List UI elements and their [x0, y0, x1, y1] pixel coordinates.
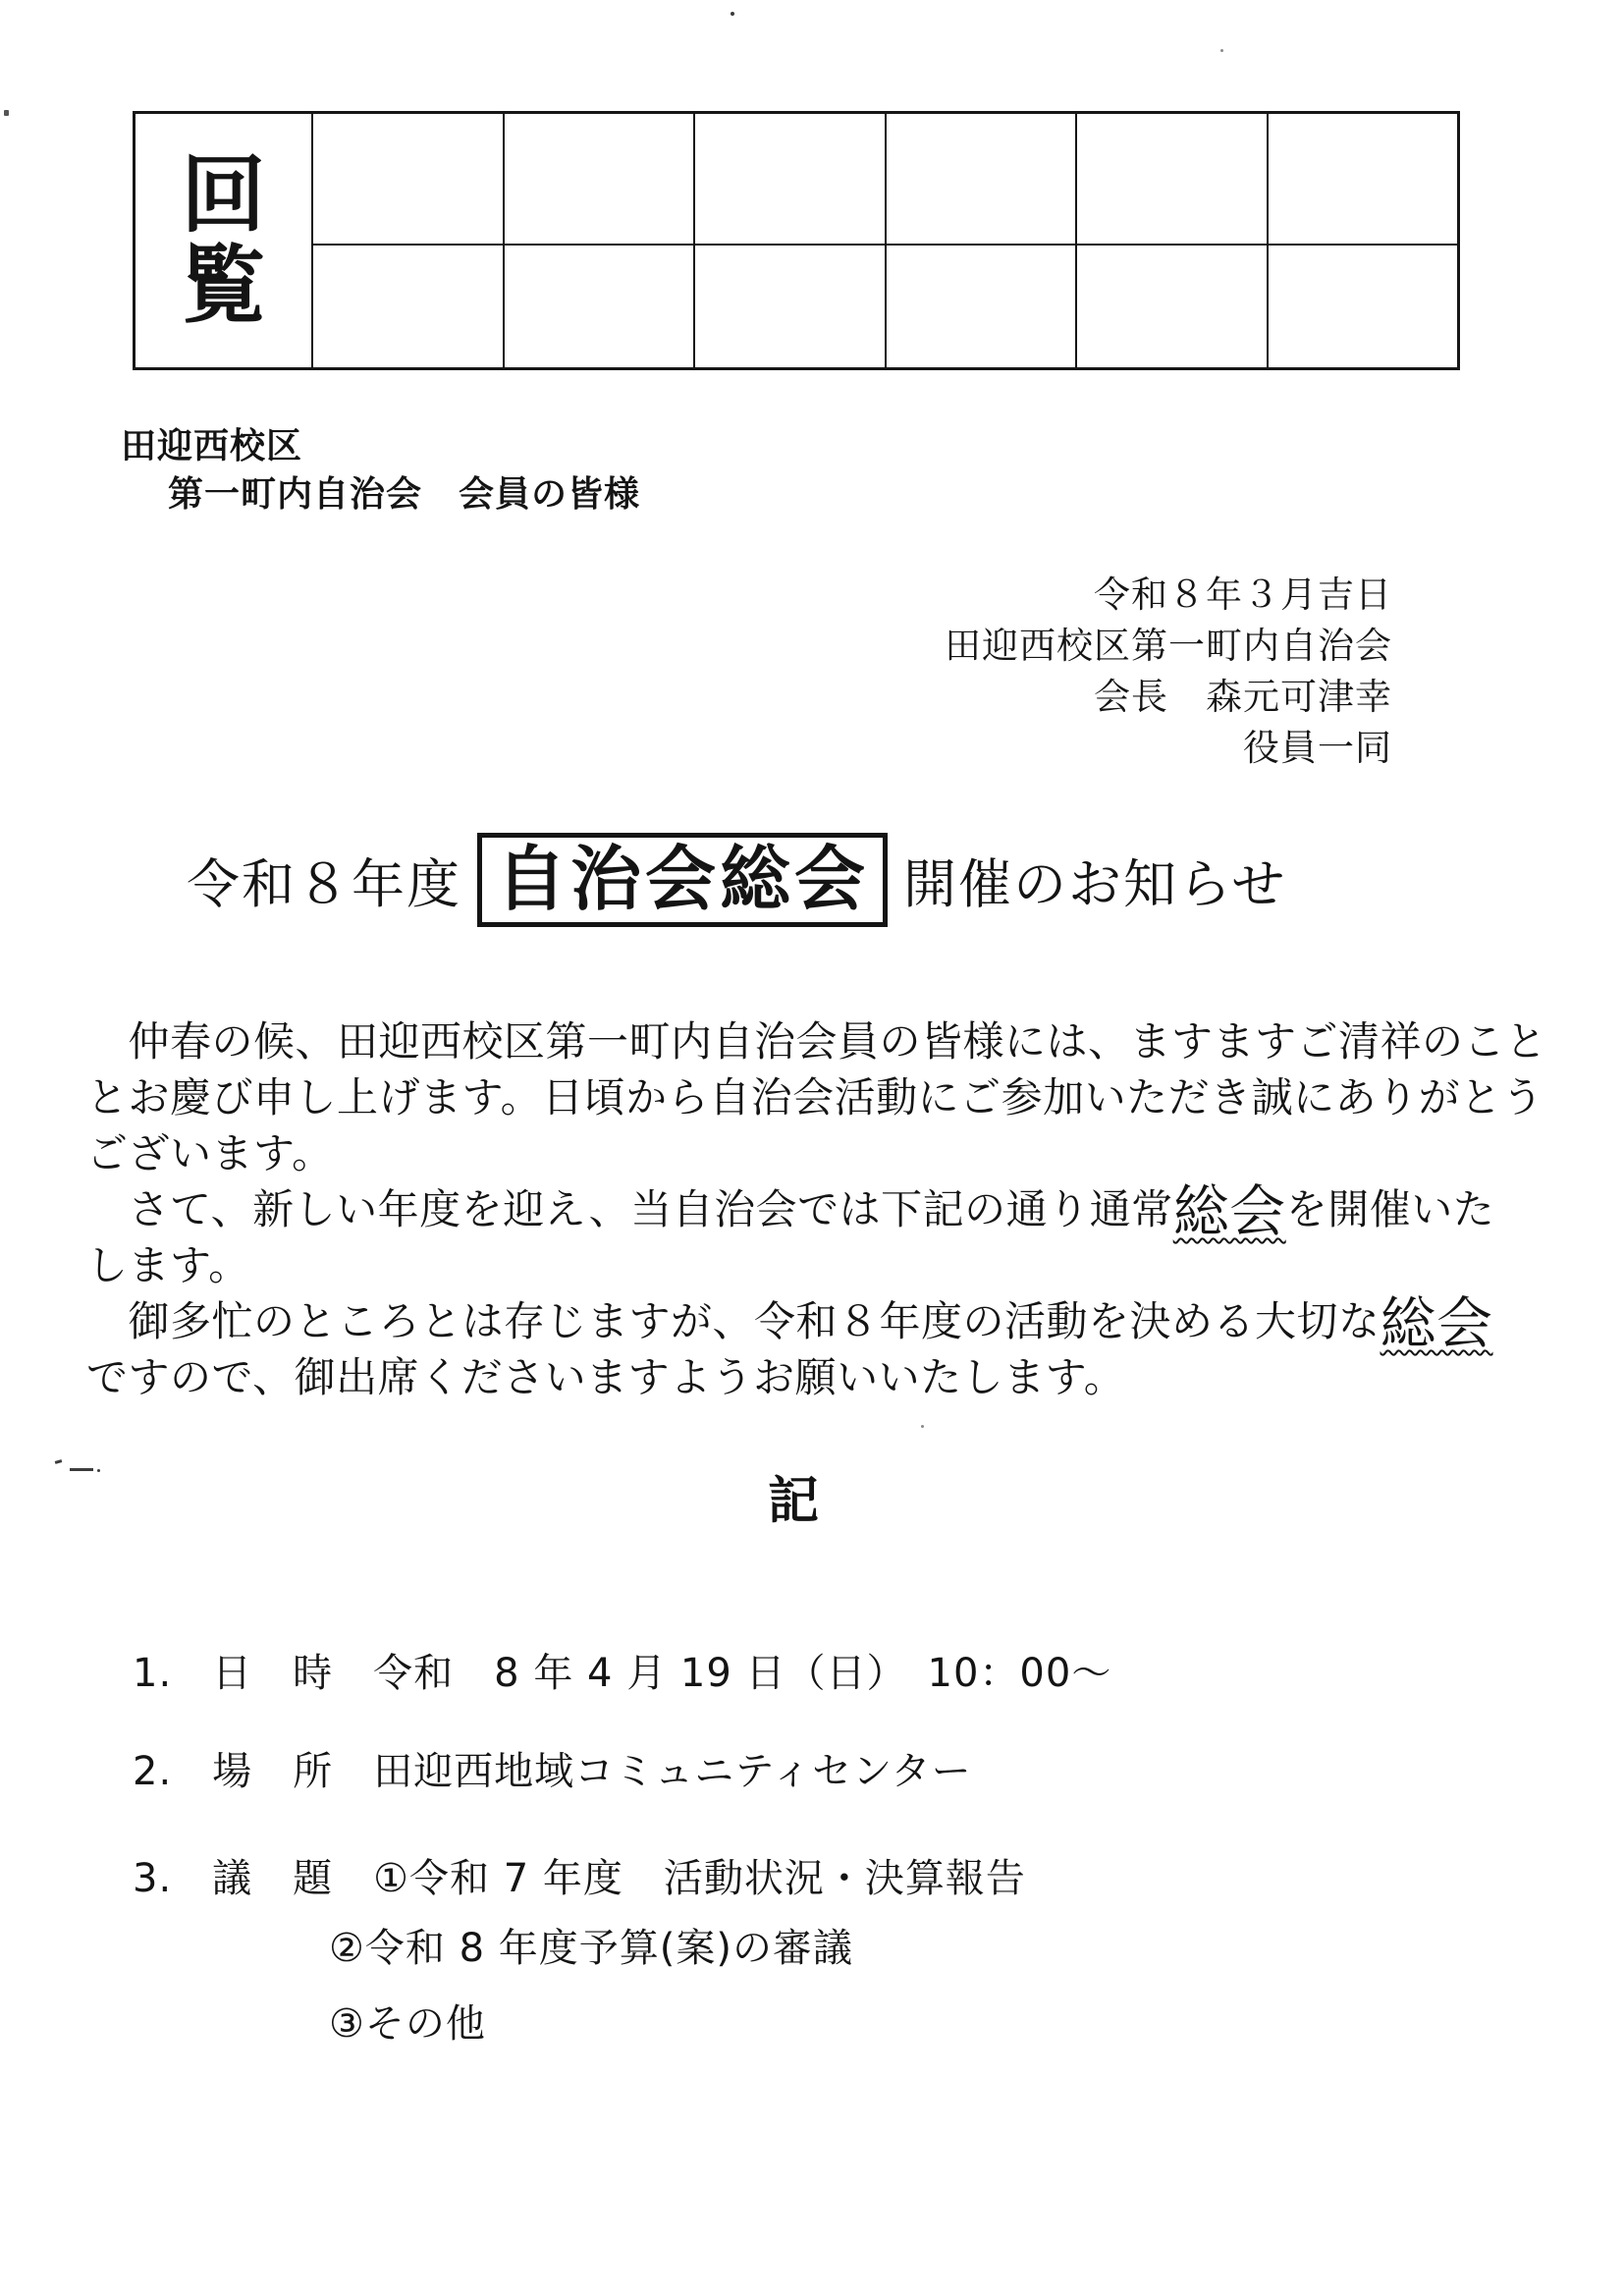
- kairan-char-ran: 覧: [181, 237, 266, 335]
- sender-block: [945, 570, 1392, 774]
- agenda-item-topics: 3. 議 題 ①令和 7 年度 活動状況・決算報告: [133, 1856, 1026, 1901]
- paragraph2-line1: [86, 1179, 1540, 1244]
- kairan-label-cell: [135, 114, 311, 367]
- stamp-cell: [693, 244, 885, 367]
- body-paragraphs: [86, 1013, 1547, 1405]
- stamp-cell: [885, 244, 1076, 367]
- stamp-cell: [885, 114, 1076, 244]
- paragraph2-line2: します。: [86, 1241, 250, 1289]
- pen-mark: [55, 1459, 63, 1464]
- addressee-association: 第一町内自治会 会員の皆様: [168, 474, 641, 515]
- kairan-circulation-table: [133, 111, 1460, 370]
- stamp-cell: [1267, 114, 1458, 244]
- scan-speck: [921, 1425, 924, 1428]
- emphasized-soukai: 総会: [1172, 1179, 1286, 1244]
- ki-heading: 記: [768, 1472, 820, 1531]
- document-title: [187, 828, 1286, 932]
- scan-speck: [4, 110, 9, 116]
- paragraph3-line2: ですので、御出席くださいますようお願いいたします。: [86, 1353, 1126, 1401]
- title-boxed-term: 自治会総会: [477, 833, 888, 927]
- stamp-cell: [311, 244, 503, 367]
- stamp-cell: [503, 244, 694, 367]
- stamp-cell: [1075, 114, 1267, 244]
- addressee-district: 田迎西校区: [121, 426, 303, 466]
- paragraph3-line1: [86, 1291, 1540, 1356]
- paragraph1-line1: 仲春の候、田迎西校区第一町内自治会員の皆様には、ますますご清祥のこと: [86, 1017, 1547, 1066]
- scan-speck: [1220, 49, 1223, 52]
- paragraph1-line2: とお慶び申し上げます。日頃から自治会活動にご参加いただき誠にありがとう: [86, 1073, 1544, 1121]
- title-suffix: 開催のお知らせ: [903, 852, 1287, 915]
- title-prefix: 令和８年度: [187, 852, 461, 915]
- paragraph2-line1-pre: さて、新しい年度を迎え、当自治会では下記の通り通常: [86, 1185, 1173, 1233]
- pen-mark: [97, 1469, 100, 1472]
- addressee-block: [121, 422, 640, 519]
- stamp-cell: [311, 114, 503, 244]
- stamp-cell: [503, 114, 694, 244]
- paragraph1-line3: ございます。: [86, 1129, 334, 1177]
- agenda-topic-2: ②令和 8 年度予算(案)の審議: [329, 1926, 853, 1971]
- emphasized-soukai: 総会: [1380, 1291, 1493, 1356]
- sender-staff: 役員一同: [1243, 727, 1392, 769]
- stamp-cell: [693, 114, 885, 244]
- scan-speck: [731, 12, 734, 16]
- agenda-item-place: 2. 場 所 田迎西地域コミュニティセンター: [133, 1749, 972, 1794]
- paragraph2-line1-post: を開催いた: [1285, 1185, 1495, 1233]
- paragraph3-line1-pre: 御多忙のところとは存じますが、令和８年度の活動を決める大切な: [86, 1297, 1380, 1345]
- sender-date: 令和８年３月吉日: [1094, 574, 1392, 616]
- stamp-cell: [1267, 244, 1458, 367]
- sender-chairman: 会長 森元可津幸: [1094, 676, 1392, 718]
- pen-mark: [70, 1468, 93, 1471]
- agenda-topic-3: ③その他: [329, 2001, 486, 2047]
- kairan-char-kai: 回: [181, 145, 266, 245]
- agenda-item-datetime: 1. 日 時 令和 8 年 4 月 19 日（日） 10：00～: [133, 1651, 1112, 1696]
- sender-organization: 田迎西校区第一町内自治会: [945, 625, 1392, 667]
- stamp-cell: [1075, 244, 1267, 367]
